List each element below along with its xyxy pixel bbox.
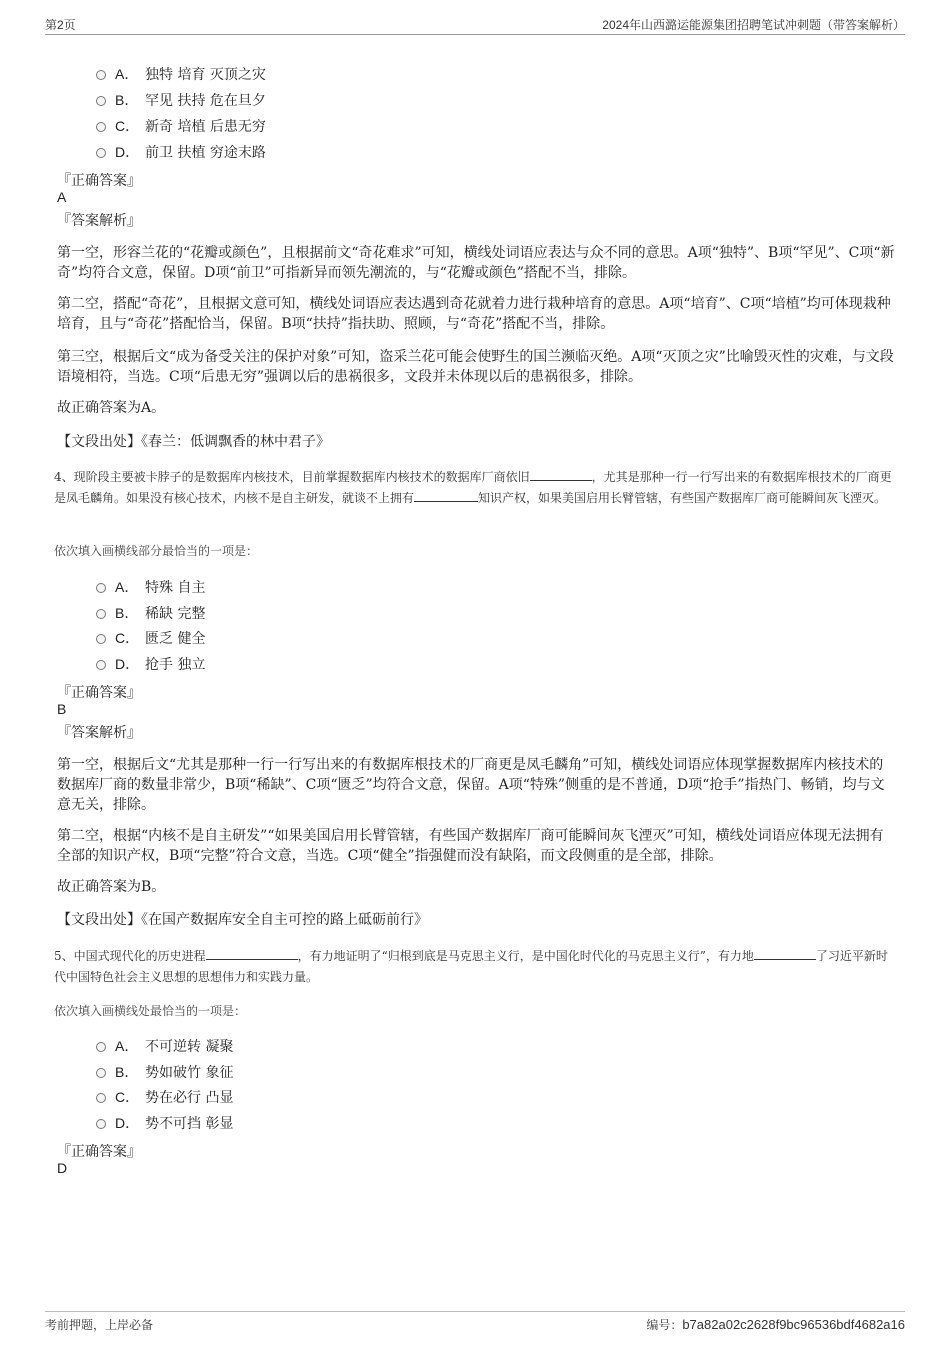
- document-title: 2024年山西潞运能源集团招聘笔试冲刺题（带答案解析）: [602, 18, 905, 32]
- page-header: [45, 16, 905, 35]
- option-text: 抢手 独立: [145, 657, 206, 673]
- option-letter: D．: [115, 144, 140, 160]
- document-code: [646, 1316, 905, 1333]
- q5-stem-part: ，有力地证明了“归根到底是马克思主义行，是中国化时代化的马克思主义行”，有力地: [297, 949, 754, 963]
- option-text: 稀缺 完整: [145, 606, 206, 622]
- q4-source: 【文段出处】《在国产数据库安全自主可控的路上砥砺前行》: [57, 912, 428, 928]
- option-letter: A．: [115, 579, 139, 595]
- q4-stem-part: 4、现阶段主要被卡脖子的是数据库内核技术，目前掌握数据库内核技术的数据库厂商依旧: [54, 470, 530, 484]
- q5-stem-part: 5、中国式现代化的历史进程: [54, 949, 206, 963]
- option-text: 势在必行 凸显: [145, 1090, 234, 1106]
- option-letter: B．: [115, 605, 139, 621]
- page-footer: [45, 1311, 905, 1336]
- q3-analysis-paragraph: 第一空，形容兰花的“花瓣或颜色”，且根据前文“奇花难求”可知，横线处词语应表达与众不同的意思。A项“独特”、B项“罕见”、C项“新奇”均符合文意，保留。D项“前卫”可指新异而领先潮流的，与“花瓣或颜色”搭配不当，排除。: [57, 245, 895, 281]
- q4-answer: B: [57, 701, 67, 717]
- q4-analysis-paragraph: 第一空，根据后文“尤其是那种一行一行写出来的有数据库根技术的厂商更是凤毛麟角”可知，横线处词语应体现掌握数据库内核技术的数据库厂商的数量非常少，B项“稀缺”、C项“匮乏”均符合文意，保留。A项“特殊”侧重的是不普通，D项“抢手”指热门、畅销，均与文意无关，排除。: [57, 757, 885, 813]
- option-text: 匮乏 健全: [145, 631, 206, 647]
- option-text: 独特 培育 灭顶之灾: [145, 67, 266, 83]
- q4-analysis-label: 『答案解析』: [57, 725, 141, 741]
- q3-analysis-label: 『答案解析』: [57, 213, 141, 229]
- radio-button-icon[interactable]: [96, 634, 106, 644]
- option-text: 前卫 扶植 穷途末路: [145, 145, 266, 161]
- option-letter: B．: [115, 1064, 139, 1080]
- q3-conclusion: 故正确答案为A。: [57, 400, 166, 416]
- q4-stem-part: ，尤其是那种一行一行写出来的有数据库根技术的厂商更是凤毛麟角。如果没有核心技术，内核不是自主研发，就谈不上拥有: [54, 470, 892, 505]
- option-letter: D．: [115, 656, 140, 672]
- option-letter: A．: [115, 1038, 139, 1054]
- radio-button-icon[interactable]: [96, 1042, 106, 1052]
- radio-button-icon[interactable]: [96, 609, 106, 619]
- q3-analysis-paragraph: 第三空，根据后文“成为备受关注的保护对象”可知，盗采兰花可能会使野生的国兰濒临灭绝。A项“灭顶之灾”比喻毁灭性的灾难，与文段语境相符，当选。C项“后患无穷”强调以后的患祸很多，文段并未体现以后的患祸很多，排除。: [57, 349, 894, 385]
- fill-blank: [754, 947, 816, 960]
- code-label: 编号：: [646, 1318, 683, 1332]
- radio-button-icon[interactable]: [96, 583, 106, 593]
- option-letter: C．: [115, 1089, 140, 1105]
- radio-button-icon[interactable]: [96, 1119, 106, 1129]
- q4-prompt: 依次填入画横线部分最恰当的一项是：: [54, 544, 259, 558]
- radio-button-icon[interactable]: [96, 148, 106, 158]
- radio-button-icon[interactable]: [96, 122, 106, 132]
- q3-answer-label: 『正确答案』: [57, 173, 141, 189]
- radio-button-icon[interactable]: [96, 96, 106, 106]
- radio-button-icon[interactable]: [96, 1093, 106, 1103]
- option-text: 罕见 扶持 危在旦夕: [145, 93, 266, 109]
- option-letter: A．: [115, 66, 139, 82]
- q4-stem-part: 知识产权，如果美国启用长臂管辖，有些国产数据库厂商可能瞬间灰飞湮灭。: [478, 491, 887, 505]
- fill-blank: [206, 947, 298, 960]
- radio-button-icon[interactable]: [96, 660, 106, 670]
- q4-answer-label: 『正确答案』: [57, 685, 141, 701]
- q4-stem: [54, 467, 899, 509]
- q5-stem-part: 了习近平新时代中国特色社会主义思想的思想伟力和实践力量。: [54, 949, 888, 984]
- option-letter: B．: [115, 92, 139, 108]
- q4-conclusion: 故正确答案为B。: [57, 879, 166, 895]
- option-text: 势不可挡 彰显: [145, 1116, 234, 1132]
- option-letter: C．: [115, 118, 140, 134]
- option-text: 势如破竹 象征: [145, 1065, 234, 1081]
- q5-prompt: 依次填入画横线处最恰当的一项是：: [54, 1004, 247, 1018]
- radio-button-icon[interactable]: [96, 70, 106, 80]
- q3-answer: A: [57, 189, 67, 205]
- option-text: 不可逆转 凝聚: [145, 1039, 234, 1055]
- option-letter: C．: [115, 630, 140, 646]
- option-text: 新奇 培植 后患无穷: [145, 119, 266, 135]
- option-text: 特殊 自主: [145, 580, 206, 596]
- option-letter: D．: [115, 1115, 140, 1131]
- q3-analysis-paragraph: 第二空，搭配“奇花”，且根据文意可知，横线处词语应表达遇到奇花就着力进行栽种培育的意思。A项“培育”、C项“培植”均可体现栽种培育，且与“奇花”搭配恰当，保留。B项“扶持”指扶助、照顾，与“奇花”搭配不当，排除。: [57, 296, 891, 332]
- code-value: b7a82a02c2628f9bc96536bdf4682a16: [682, 1317, 905, 1332]
- footer-slogan: 考前押题，上岸必备: [45, 1318, 154, 1332]
- q3-source: 【文段出处】《春兰：低调飘香的林中君子》: [57, 434, 330, 450]
- q5-answer: D: [57, 1160, 68, 1176]
- q5-stem: [54, 946, 899, 988]
- q5-answer-label: 『正确答案』: [57, 1144, 141, 1160]
- fill-blank: [414, 489, 478, 502]
- fill-blank: [530, 468, 592, 481]
- radio-button-icon[interactable]: [96, 1068, 106, 1078]
- page-number: 第2页: [45, 18, 76, 32]
- q4-analysis-paragraph: 第二空，根据“内核不是自主研发”“如果美国启用长臂管辖，有些国产数据库厂商可能瞬间灰飞湮灭”可知，横线处词语应体现无法拥有全部的知识产权，B项“完整”符合文意，当选。C项“健全”指强健而没有缺陷，而文段侧重的是全部，排除。: [57, 828, 884, 864]
